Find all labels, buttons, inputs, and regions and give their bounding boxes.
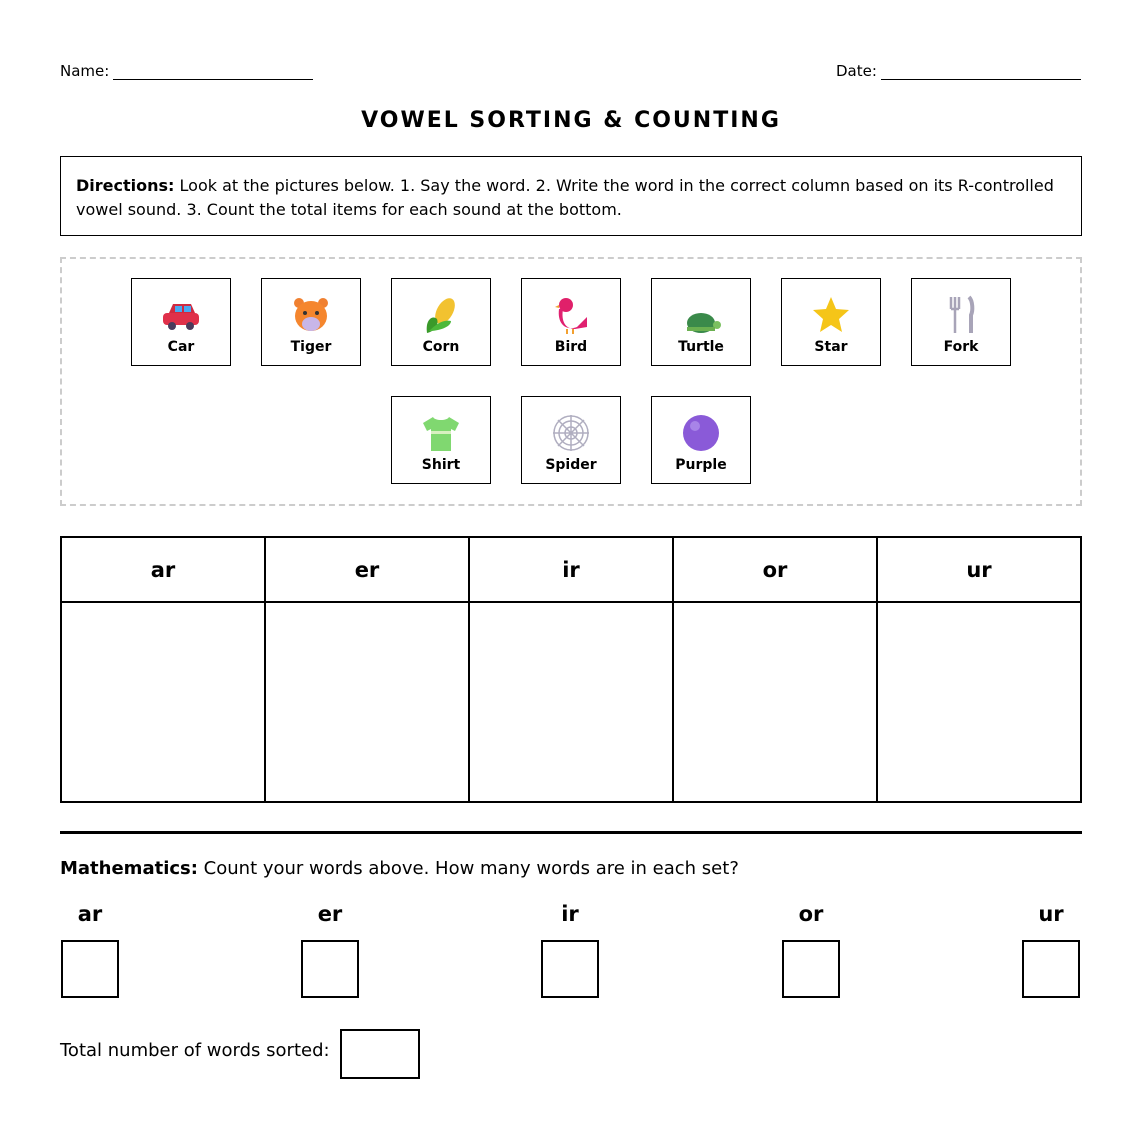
picture-word: Turtle (678, 339, 724, 355)
picture-word: Corn (422, 339, 460, 355)
count-label: ir (561, 902, 579, 926)
picture-card (521, 396, 621, 484)
picture-word: Tiger (290, 339, 332, 355)
math-label: Mathematics: (60, 858, 198, 879)
name-field[interactable] (60, 62, 313, 80)
spider-web-icon (549, 413, 593, 453)
count-box[interactable] (1022, 940, 1080, 998)
picture-card (391, 278, 491, 366)
column-cell-ur[interactable] (877, 602, 1081, 802)
picture-card (651, 278, 751, 366)
name-line[interactable] (113, 65, 313, 80)
column-header-ar: ar (61, 537, 265, 602)
bird-icon (549, 295, 593, 335)
picture-word: Purple (675, 457, 727, 473)
star-icon (809, 295, 853, 335)
count-label: ur (1038, 902, 1064, 926)
column-header-ir: ir (469, 537, 673, 602)
page-title: VOWEL SORTING & COUNTING (361, 108, 781, 133)
count-ir (541, 902, 599, 998)
picture-bank (60, 257, 1082, 506)
count-or (782, 902, 840, 998)
sorting-table (60, 536, 1082, 803)
date-label: Date: (836, 62, 877, 80)
turtle-icon (679, 295, 723, 335)
corn-icon (419, 295, 463, 335)
directions-label: Directions: (76, 176, 175, 195)
shirt-icon (419, 413, 463, 453)
column-cell-er[interactable] (265, 602, 469, 802)
picture-card (261, 278, 361, 366)
picture-card (131, 278, 231, 366)
count-box[interactable] (301, 940, 359, 998)
column-header-or: or (673, 537, 877, 602)
picture-card (781, 278, 881, 366)
date-field[interactable] (836, 62, 1081, 80)
fork-icon (939, 295, 983, 335)
count-label: or (798, 902, 824, 926)
date-line[interactable] (881, 65, 1081, 80)
math-text: Count your words above. How many words are in each set? (197, 858, 739, 879)
picture-card (391, 396, 491, 484)
picture-word: Fork (943, 339, 979, 355)
math-instructions (60, 858, 739, 879)
picture-word: Car (167, 339, 195, 355)
column-cell-ir[interactable] (469, 602, 673, 802)
picture-card (521, 278, 621, 366)
name-label: Name: (60, 62, 110, 80)
picture-word: Shirt (421, 457, 461, 473)
count-box[interactable] (541, 940, 599, 998)
count-er (301, 902, 359, 998)
directions-text: Look at the pictures below. 1. Say the word. 2. Write the word in the correct column based on its R-controlled vowel sound. 3. Count the total items for each sound at the bottom. (76, 176, 1054, 219)
picture-card (651, 396, 751, 484)
column-cell-ar[interactable] (61, 602, 265, 802)
picture-word: Star (814, 339, 848, 355)
count-ur (1022, 902, 1080, 998)
count-label: ar (77, 902, 103, 926)
count-label: er (317, 902, 343, 926)
column-header-er: er (265, 537, 469, 602)
total-label: Total number of words sorted: (60, 1040, 330, 1061)
purple-circle-icon (679, 413, 723, 453)
picture-word: Bird (554, 339, 588, 355)
column-cell-or[interactable] (673, 602, 877, 802)
picture-word: Spider (545, 457, 597, 473)
car-icon (159, 295, 203, 335)
directions-box (60, 156, 1082, 236)
count-box[interactable] (782, 940, 840, 998)
count-ar (61, 902, 119, 998)
tiger-icon (289, 295, 333, 335)
total-box[interactable] (340, 1029, 420, 1079)
count-box[interactable] (61, 940, 119, 998)
picture-card (911, 278, 1011, 366)
column-header-ur: ur (877, 537, 1081, 602)
divider (60, 831, 1082, 834)
